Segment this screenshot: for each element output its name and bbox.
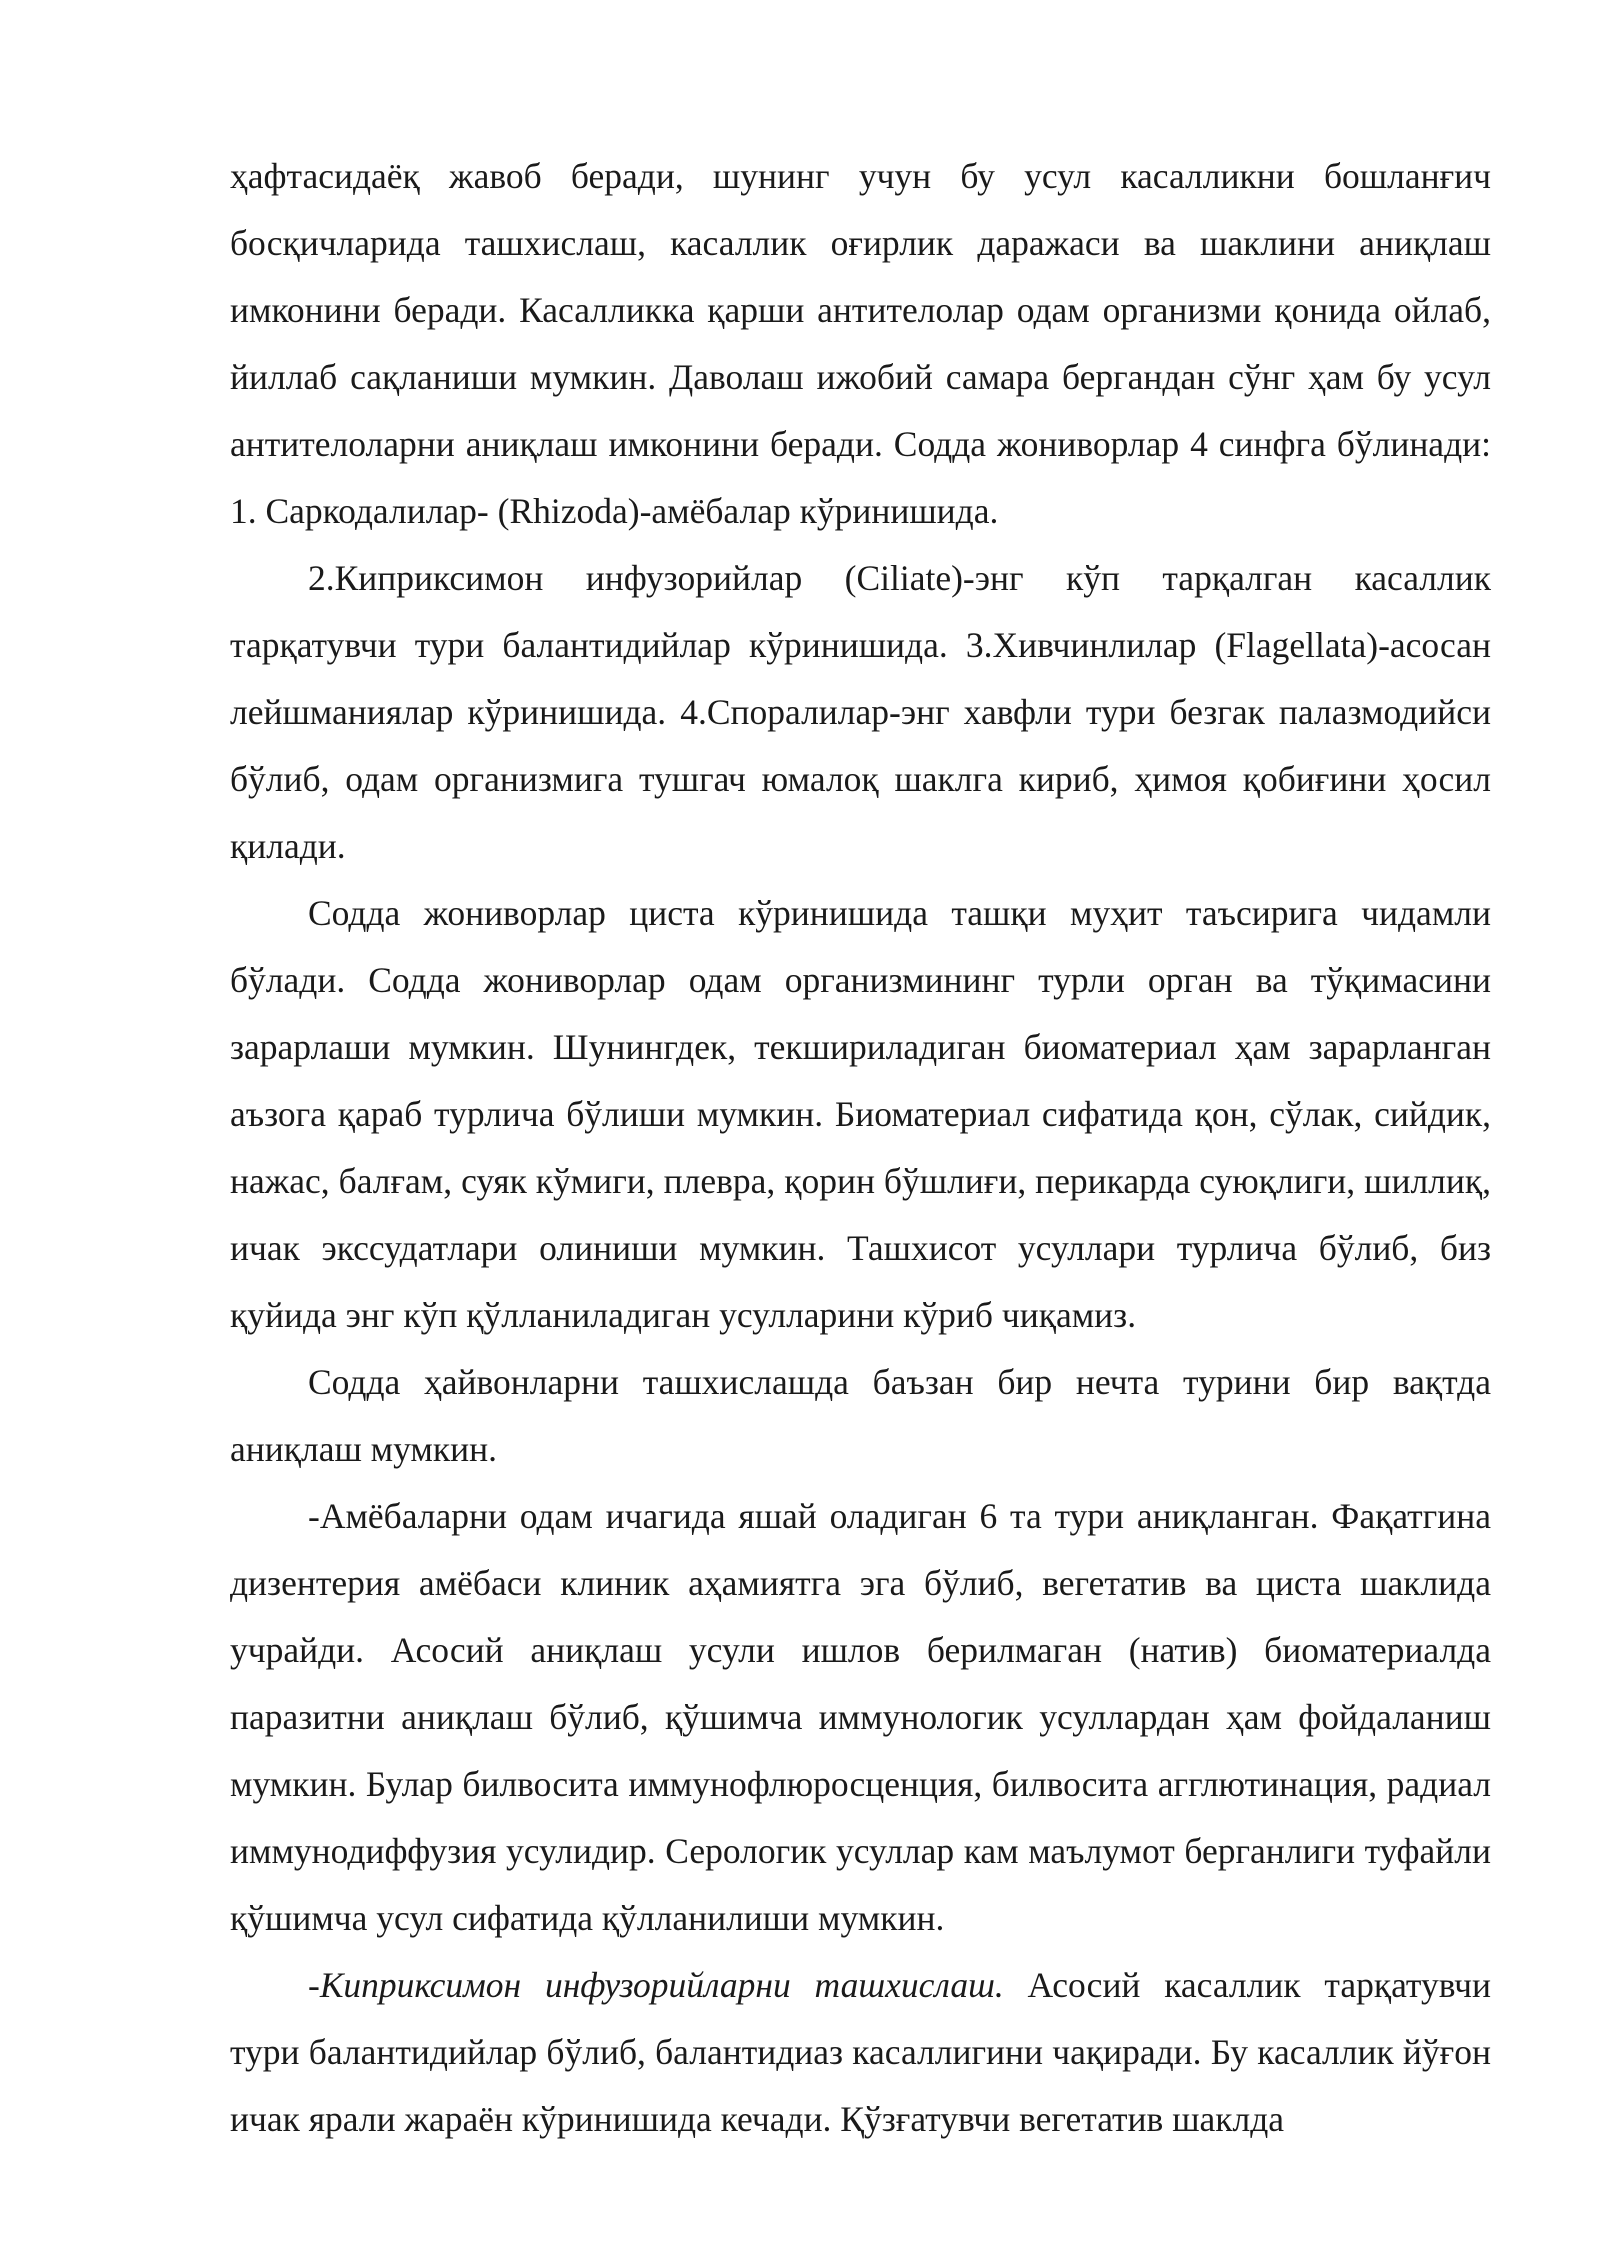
paragraph-6-italic-heading: -Киприксимон инфузорийларни ташхислаш. [308, 1965, 1004, 2005]
paragraph-2: 2.Киприксимон инфузорийлар (Ciliate)-энг кўп тарқалган касаллик тарқатувчи тури балантидийлар кўринишида. 3.Хивчинлилар (Flagellata)-асосан лейшманиялар кўринишида. 4.Споралилар-энг хавфли тури безгак палазмодийси бўлиб, одам организмига тушгач юмалоқ шаклга кириб, ҳимоя қобиғини ҳосил қилади. [230, 558, 1491, 866]
paragraph-4: Содда ҳайвонларни ташхислашда баъзан бир нечта турини бир вақтда аниқлаш мумкин. [230, 1362, 1491, 1469]
paragraph-6 [230, 1952, 1491, 2153]
paragraph-3: Содда жониворлар циста кўринишида ташқи муҳит таъсирига чидамли бўлади. Содда жониворлар одам организмининг турли орган ва тўқимасини зарарлаши мумкин. Шунингдек, текшириладиган биоматериал ҳам зарарланган аъзога қараб турлича бўлиши мумкин. Биоматериал сифатида қон, сўлак, сийдик, нажас, балғам, суяк кўмиги, плевра, қорин бўшлиғи, перикарда суюқлиги, шиллиқ, ичак экссудатлари олиниши мумкин. Ташхисот усуллари турлича бўлиб, биз қуйида энг кўп қўлланиладиган усулларини кўриб чиқамиз. [230, 893, 1491, 1335]
document-body [230, 143, 1491, 2153]
paragraph-6-text: Асосий касаллик тарқатувчи тури балантидийлар бўлиб, балантидиаз касаллигини чақиради. Бу касаллик йўғон ичак ярали жараён кўринишида кечади. Қўзғатувчи вегетатив шаклда [230, 1965, 1491, 2139]
paragraph-5: -Амёбаларни одам ичагида яшай оладиган 6 та тури аниқланган. Фақатгина дизентерия амёбаси клиник аҳамиятга эга бўлиб, вегетатив ва циста шаклида учрайди. Асосий аниқлаш усули ишлов берилмаган (натив) биоматериалда паразитни аниқлаш бўлиб, қўшимча иммунологик усуллардан ҳам фойдаланиш мумкин. Булар билвосита иммунофлюросценция, билвосита агглютинация, радиал иммунодиффузия усулидир. Серологик усуллар кам маълумот берганлиги туфайли қўшимча усул сифатида қўлланилиши мумкин. [230, 1496, 1491, 1938]
paragraph-1: ҳафтасидаёқ жавоб беради, шунинг учун бу усул касалликни бошланғич босқичларида ташхислаш, касаллик оғирлик даражаси ва шаклини аниқлаш имконини беради. Касалликка қарши антителолар одам организми қонида ойлаб, йиллаб сақланиши мумкин. Даволаш ижобий самара бергандан сўнг ҳам бу усул антителоларни аниқлаш имконини беради. Содда жониворлар 4 синфга бўлинади: 1. Саркодалилар- (Rhizoda)-амёбалар кўринишида. [230, 156, 1491, 531]
